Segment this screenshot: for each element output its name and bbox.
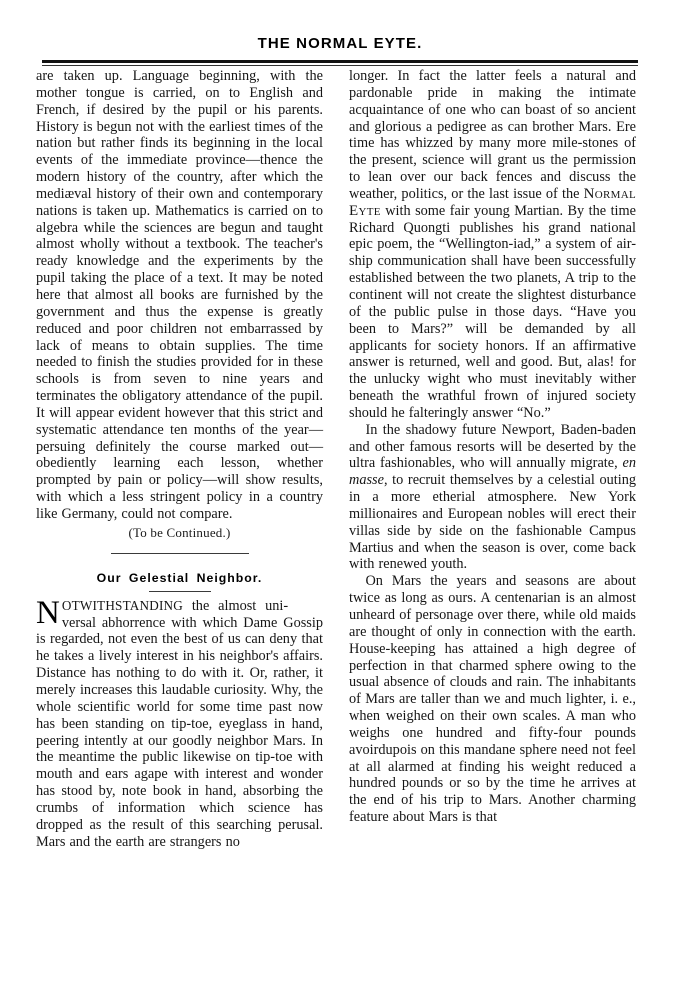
heading-underline (149, 591, 211, 592)
right-paragraph-three: On Mars the years and seasons are about twice as long as ours. A centenarian is an almost unheard of personage over there, while old maids are thought of only in connection with the earth. House-keeping has attained a high degree of perfection in that charmed sphere owing to the usual absence of clouds and rain. The inhabitants of Mars are taller than we and much lighter, i. e., when weighed on their own scales. A man who weighs one hundred and fifty-four pounds avoirdupois on this mandane sphere need not feel at all alarmed at finding his weight reduced a hundred pounds or so by the time he arrives at the end of his trip to Mars. Another charming feature about Mars is that (349, 573, 636, 826)
masthead (0, 0, 680, 66)
right-paragraph-two (349, 422, 636, 574)
right-para2-part-a: In the shadowy future Newport, Baden-baden and other famous resorts will be deserted by the ultra fashionables, who will annually migrate, (349, 421, 636, 472)
right-para1-part-a: longer. In fact the latter feels a natural and pardonable pride in making the intimate acquaintance of one who can boast of so ancient and glorious a pedigree as can brother Mars. Ere time has whizzed by many more mile-stones of the present, science will grant us the permission to lean over our back fences and discuss the weather, politics, or the last issue of the (349, 68, 636, 202)
right-paragraph-one (349, 68, 636, 422)
smallcaps-normal: Normal (583, 185, 636, 202)
drop-cap: N (36, 594, 60, 631)
article-heading: Our Gelestial Neighbor. (96, 570, 263, 585)
italic-en-masse: en masse (349, 455, 636, 489)
lead-second-line: versal abhorrence with which Dame (61, 614, 278, 631)
right-para2-part-b: , to recruit themselves by a celestial outing in a more etherial atmosphere. New York millionaires and European nobles will erect their villas side by side on the fashionable Campus Martius and when the season is over, come back with renewed youth. (349, 472, 636, 573)
left-column (36, 68, 323, 986)
lead-rest: the almost uni- (182, 597, 289, 614)
masthead-rule (42, 60, 638, 66)
to-be-continued-note: (To be Continued.) (128, 524, 231, 540)
rule-thin (42, 65, 638, 66)
article-opening-paragraph (36, 594, 323, 851)
two-column-layout (36, 68, 647, 986)
right-column (349, 68, 636, 986)
page-title: THE NORMAL EYTE. (257, 35, 423, 52)
rule-thick (42, 60, 638, 63)
continued-article-paragraph: are taken up. Language beginning, with the mother tongue is carried, on to English and French, if desired by the pupil or his parents. History is begun not with the earliest times of the nation but rather finds its beginning in the local events of the immediate province—thence the modern history of the country, after which the mediæval history of their own and contemporary nations is taken up. Mathematics is carried on to algebra while the sciences are begun and taught almost wholly without a textbook. The teacher's ready knowledge and the experiments by the pupil taking the place of a text. It may be noted here that almost all books are furnished by the government and thus the expense is greatly reduced and poor children not embarrassed by lack of means to obtain supplies. The time needed to finish the studies provided for in these schools is from seven to nine years and terminates the obligatory attendance of the pupil. It will appear evident however that this strict and systematic attendance ten months of the year—persuing definitely the course marked out—obediently learning each lesson, whether prompted by pain or policy—will show results, with which a less stringent policy in a country like Germany, could not compare. (36, 68, 323, 522)
right-para1-part-c: with some fair young Martian. By the time Richard Quongti publishes his grand national epic poem, the “Wellington-iad,” a system of air-ship communication shall have been successfully established between the two planets, A trip to the continent will not create the slightest disturbance of the public pulse in those days. “Have you been to Mars?” will be demanded by all applicants for society honors. If an affirmative answer is returned, well and good. But, alas! for the unlucky wight who must inevitably wither beneath the wrathful frown of injured society should he falteringly answer “No.” (349, 202, 636, 421)
lead-caps: OTWITHSTANDING (61, 597, 183, 613)
article-body-text: Gossip is regarded, not even the best of us can deny that he takes a lively interest in his neighbor's affairs. Distance has nothing to do with it. Or, rather, it merely increases this laudable curiosity. Why, the whole scientific world for some time past now has been standing on tip-toe, eyeglass in hand, peering intently at our goodly neighbor Mars. In the meantime the public likewise on tip-toe with mouth and ears agape with interest and wonder has stood by, note book in hand, absorbing the crumbs of information which science has dropped as the result of this searching perusal. Mars and the earth are strangers no (36, 614, 323, 850)
section-divider (111, 553, 249, 554)
smallcaps-eyte: Eyte (349, 202, 381, 219)
